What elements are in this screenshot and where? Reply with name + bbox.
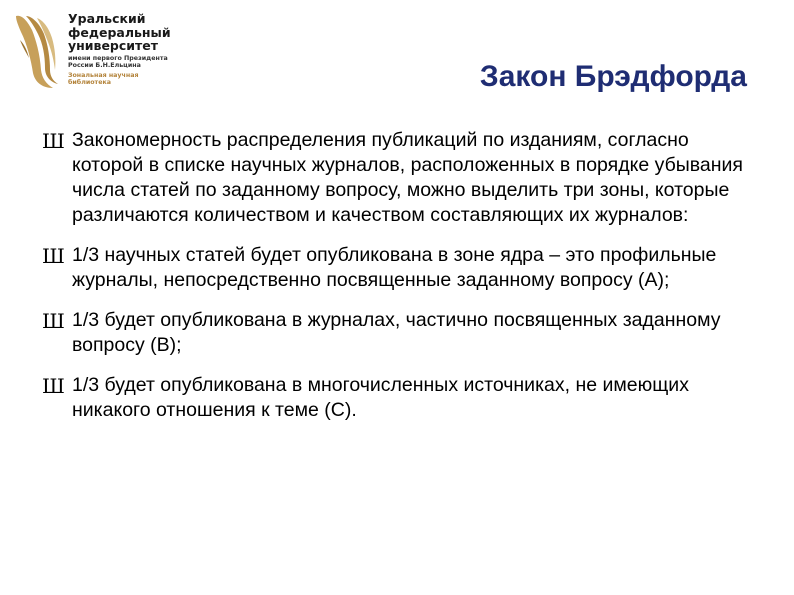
list-item-text: 1/3 будет опубликована в журналах, частично посвященных заданному вопросу (B); [72, 309, 721, 356]
university-name: Уральский федеральный университет [68, 11, 171, 53]
list-item-text: 1/3 будет опубликована в многочисленных источниках, не имеющих никакого отношения к теме (C). [72, 374, 689, 421]
slide-title: Закон Брэдфорда [479, 60, 747, 93]
bullet-icon: Ш [42, 374, 65, 398]
bullet-icon: Ш [42, 129, 65, 153]
library-name: Зональная научная библиотека [68, 71, 139, 87]
list-item [42, 308, 762, 358]
list-item [42, 243, 762, 293]
university-logo-mark [10, 10, 66, 92]
bullet-list [42, 128, 762, 423]
list-item [42, 373, 762, 423]
university-subtitle: имени первого Президента России Б.Н.Ельцина [68, 54, 168, 69]
list-item-text: Закономерность распределения публикаций по изданиям, согласно которой в списке научных журналов, расположенных в порядке убывания числа статей по заданному вопросу, можно выделить три зоны, которые различаются количеством и качеством составляющих их журналов: [72, 129, 743, 226]
list-item-text: 1/3 научных статей будет опубликована в зоне ядра – это профильные журналы, непосредственно посвященные заданному вопросу (A); [72, 244, 717, 291]
bullet-icon: Ш [42, 244, 65, 268]
university-logo-text [68, 12, 208, 86]
list-item [42, 128, 762, 228]
bullet-icon: Ш [42, 309, 65, 333]
